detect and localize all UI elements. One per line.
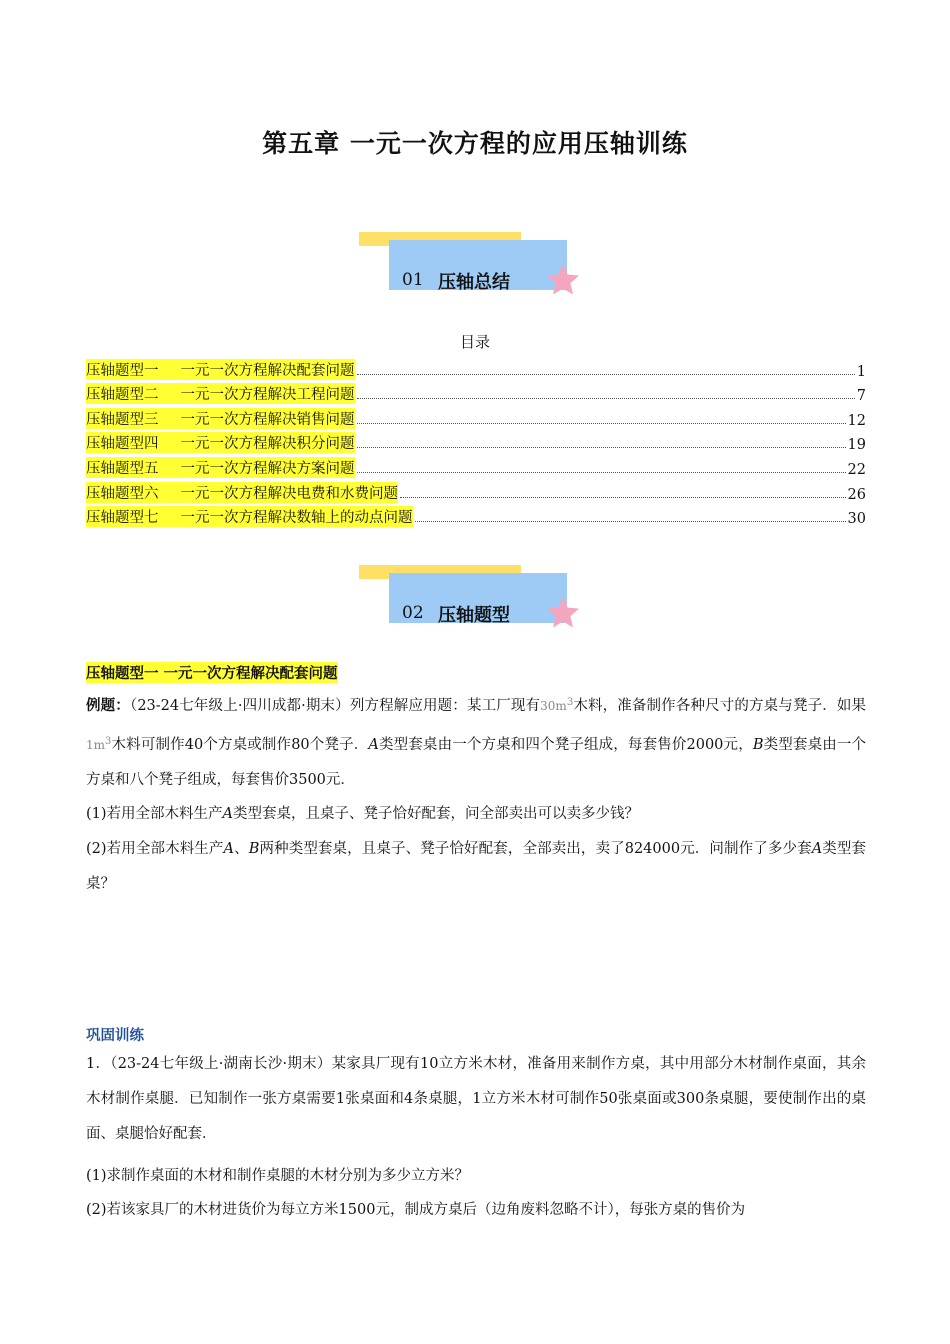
toc-item-type: 压轴题型六: [86, 485, 159, 502]
star-icon: [545, 595, 581, 631]
section-label: 压轴总结: [438, 272, 510, 293]
toc-item-type: 压轴题型二: [86, 387, 159, 404]
section-number: 01: [402, 270, 424, 290]
example-question-1: (1)若用全部木料生产A类型套桌，且桌子、凳子恰好配套，问全部卖出可以卖多少钱？: [86, 806, 640, 822]
toc-item[interactable]: [86, 404, 866, 429]
consolidation-question-1: (1)求制作桌面的木材和制作桌腿的木材分别为多少立方米？: [86, 1168, 470, 1184]
toc-item-page: 1: [856, 363, 866, 380]
star-icon: [545, 262, 581, 298]
example-problem: [86, 685, 866, 798]
toc-item[interactable]: [86, 503, 866, 528]
math-volume: $1m^3$: [86, 736, 112, 752]
example-text: （23-24七年级上·四川成都·期末）列方程解应用题：某工厂现有: [129, 698, 541, 714]
toc-item-topic: 一元一次方程解决方案问题: [180, 460, 355, 477]
section-label: 压轴题型: [438, 605, 510, 626]
toc-item-type: 压轴题型三: [86, 411, 159, 428]
toc-item-topic: 一元一次方程解决积分问题: [180, 436, 355, 453]
page-title: 第五章 一元一次方程的应用压轴训练: [262, 129, 688, 158]
toc-item-page: 26: [847, 486, 866, 503]
toc-item-page: 22: [847, 461, 866, 478]
toc-item-topic: 一元一次方程解决配套问题: [180, 362, 355, 379]
toc-item[interactable]: [86, 355, 866, 380]
toc-item-type: 压轴题型四: [86, 436, 159, 453]
variable: B: [752, 737, 764, 753]
toc-item-type: 压轴题型七: [86, 510, 159, 527]
toc-item-type: 压轴题型一: [86, 362, 159, 379]
variable: A: [368, 737, 379, 753]
example-text: 木料可制作40个方桌或制作80个凳子．: [111, 737, 369, 753]
example-label: 例题：: [86, 698, 130, 714]
toc-item-type: 压轴题型五: [86, 460, 159, 477]
section-header-types: [355, 565, 595, 643]
type-heading: 压轴题型一 一元一次方程解决配套问题: [86, 662, 338, 683]
consolidation-heading: 巩固训练: [86, 1028, 144, 1044]
toc-title: 目录: [459, 333, 490, 351]
toc-item-page: 12: [847, 412, 866, 429]
toc-item[interactable]: [86, 429, 866, 454]
example-text: 木料，准备制作各种尺寸的方桌与凳子．如果: [573, 698, 867, 714]
example-text: 类型套桌由一个方桌和八个凳子组成，每套售价3500元．: [86, 737, 867, 788]
toc-item-topic: 一元一次方程解决电费和水费问题: [180, 485, 398, 502]
toc-item[interactable]: [86, 478, 866, 503]
toc-item-page: 30: [847, 511, 866, 528]
toc-item-topic: 一元一次方程解决销售问题: [180, 411, 355, 428]
toc-item[interactable]: [86, 380, 866, 405]
consolidation-problem: 1．（23-24七年级上·湖南长沙·期末）某家具厂现有10立方米木材，准备用来制作方桌，其中用部分木材制作桌面，其余木材制作桌腿．已知制作一张方桌需要1张桌面和4条桌腿，1立方米木材可制作50张桌面或300条桌腿，要使制作出的桌面、桌腿恰好配套．: [86, 1056, 866, 1142]
consolidation-question-2: (2)若该家具厂的木材进货价为每立方米1500元，制成方桌后（边角废料忽略不计），每张方桌的售价为: [86, 1202, 746, 1218]
math-volume: $30m^3$: [540, 697, 574, 713]
toc-item[interactable]: [86, 453, 866, 478]
toc-item-page: 19: [847, 437, 866, 454]
example-question-2: (2)若用全部木料生产A、B两种类型套桌，且桌子、凳子恰好配套，全部卖出，卖了824000元．问制作了多少套A类型套桌？: [86, 841, 866, 892]
section-header-summary: [355, 232, 595, 310]
section-number: 02: [402, 603, 424, 623]
toc-item-page: 7: [856, 388, 866, 405]
table-of-contents: [86, 355, 866, 527]
toc-item-topic: 一元一次方程解决工程问题: [180, 387, 355, 404]
toc-item-topic: 一元一次方程解决数轴上的动点问题: [180, 510, 413, 527]
example-text: 类型套桌由一个方桌和四个凳子组成，每套售价2000元，: [378, 737, 753, 753]
